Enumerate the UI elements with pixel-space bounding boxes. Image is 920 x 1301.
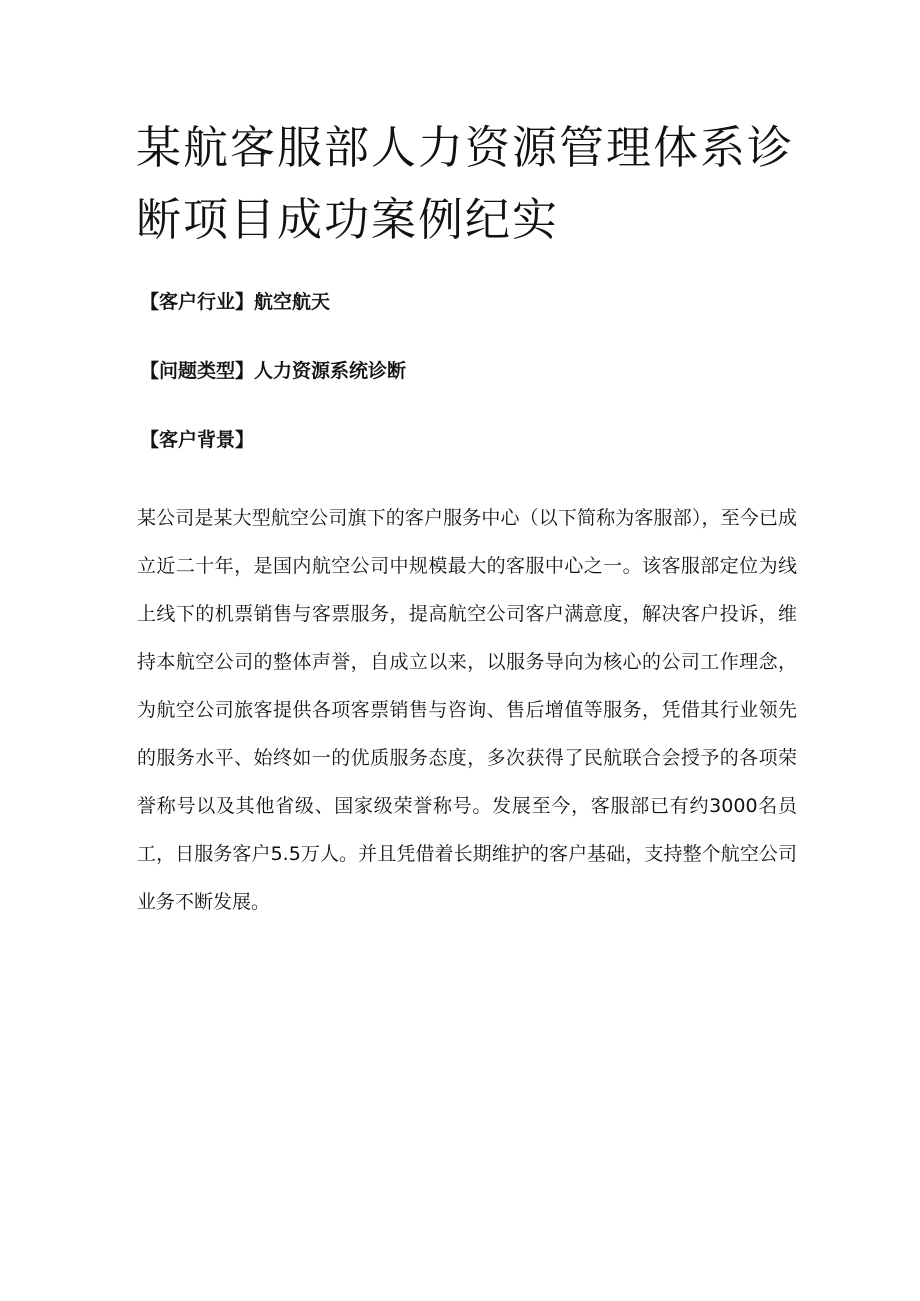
client-industry-label: 【客户行业】 [140, 291, 255, 313]
client-background-paragraph: 某公司是某大型航空公司旗下的客户服务中心（以下简称为客服部），至今已成立近二十年，是国内航空公司中规模最大的客服中心之一。该客服部定位为线上线下的机票销售与客票服务，提高航空公司客户满意度，解决客户投诉，维持本航空公司的整体声誉，自成立以来，以服务导向为核心的公司工作理念，为航空公司旅客提供各项客票销售与咨询、售后增值等服务，凭借其行业领先的服务水平、始终如一的优质服务态度，多次获得了民航联合会授予的各项荣誉称号以及其他省级、国家级荣誉称号。发展至今，客服部已有约3000名员工，日服务客户5.5万人。并且凭借着长期维护的客户基础，支持整个航空公司业务不断发展。 [137, 507, 797, 913]
client-background-label: 【客户背景】 [140, 429, 255, 451]
problem-type-value: 人力资源系统诊断 [254, 360, 407, 382]
problem-type-line [140, 357, 406, 385]
client-industry-line [140, 288, 330, 316]
client-industry-value: 航空航天 [254, 291, 331, 313]
problem-type-label: 【问题类型】 [140, 360, 255, 382]
document-title: 某航客服部人力资源管理体系诊断项目成功案例纪实 [136, 121, 795, 246]
client-background-heading [140, 426, 254, 454]
